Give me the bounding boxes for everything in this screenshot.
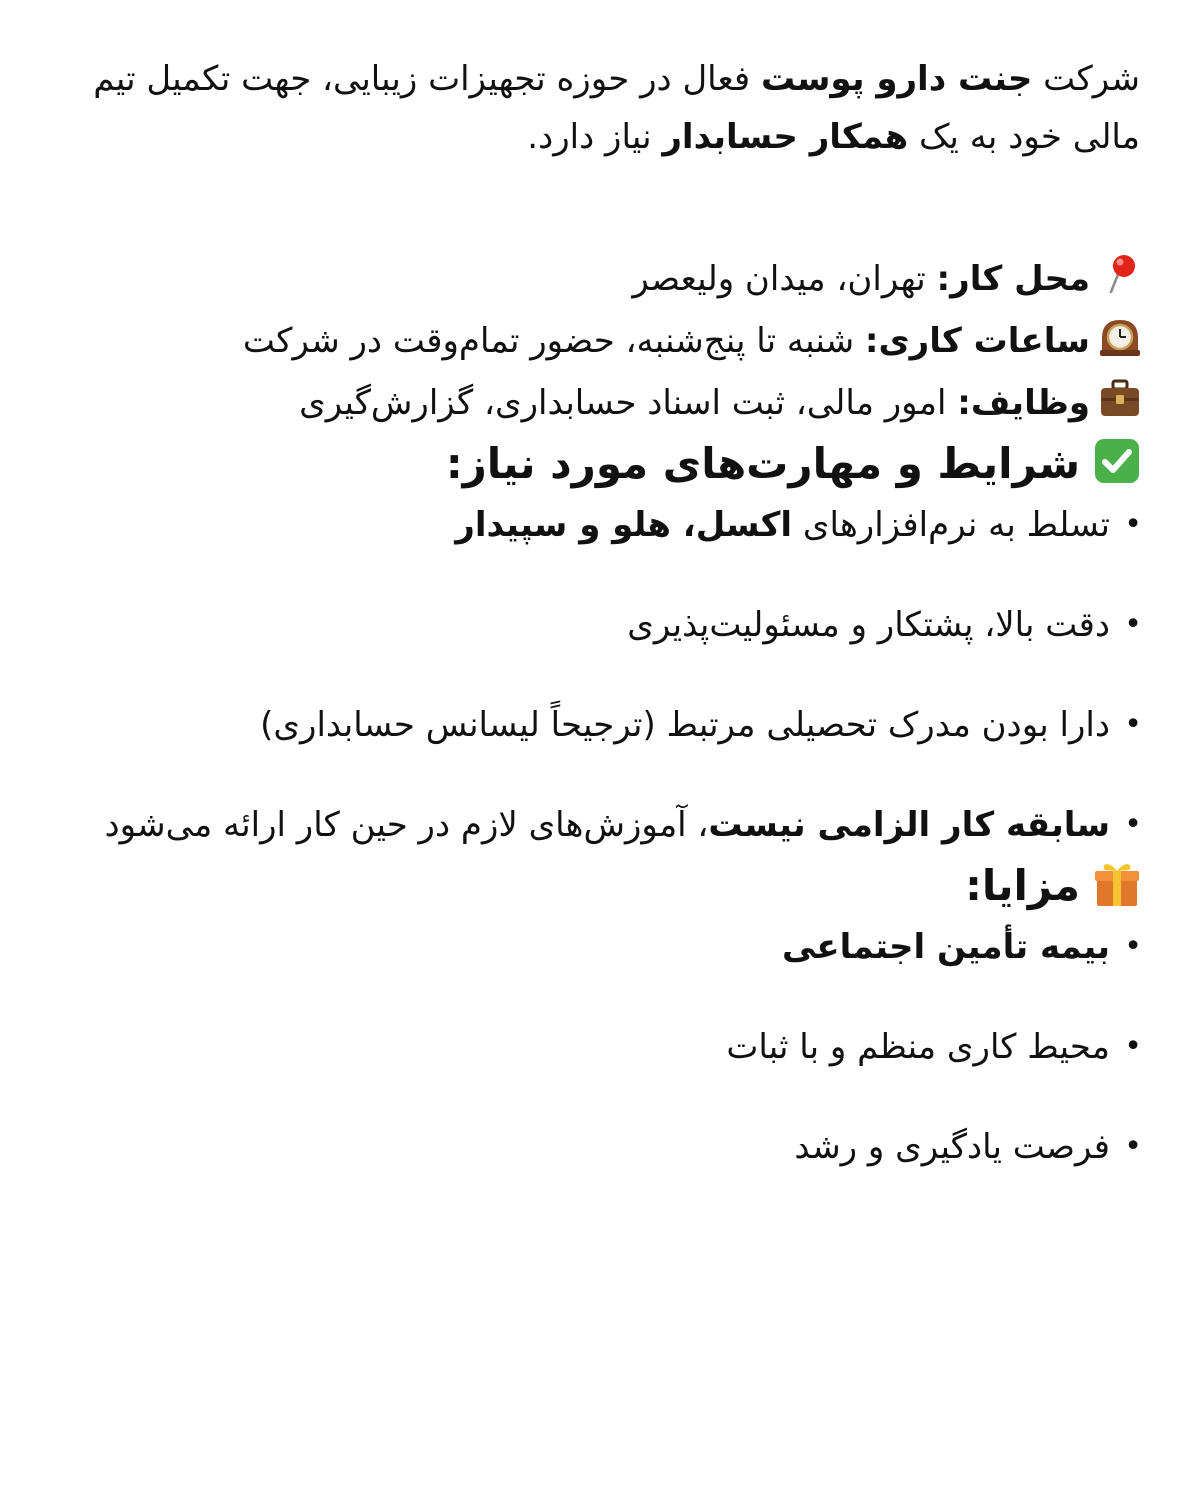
item-bold-text: سابقه کار الزامی نیست <box>708 805 1110 845</box>
bullet-dot: • <box>1124 507 1142 542</box>
intro-text-1: شرکت <box>1032 59 1140 99</box>
fact-location <box>48 248 1142 310</box>
duties-label: وظایف: <box>957 383 1090 423</box>
company-name: جنت دارو پوست <box>760 59 1033 99</box>
bullet-dot: • <box>1124 929 1142 964</box>
item-text: دقت بالا، پشتکار و مسئولیت‌پذیری <box>627 605 1110 645</box>
item-text: دارا بودن مدرک تحصیلی مرتبط (ترجیحاً لیسانس حسابداری) <box>260 705 1110 745</box>
benefits-list <box>48 916 1142 1178</box>
list-item <box>48 916 1142 978</box>
wrapped-gift-icon <box>1092 858 1142 908</box>
requirements-heading <box>48 434 1142 494</box>
bullet-dot: • <box>1124 1029 1142 1064</box>
list-item <box>48 494 1142 556</box>
requirements-title: شرایط و مهارت‌های مورد نیاز: <box>445 439 1080 488</box>
intro-text-3: نیاز دارد. <box>527 117 663 157</box>
bullet-dot: • <box>1124 807 1142 842</box>
list-item <box>48 794 1142 856</box>
briefcase-icon <box>1098 376 1142 420</box>
benefits-title: مزایا: <box>965 861 1080 910</box>
bullet-dot: • <box>1124 707 1142 742</box>
item-text: تسلط به نرم‌افزارهای <box>792 505 1110 545</box>
duties-value: امور مالی، ثبت اسناد حسابداری، گزارش‌گیری <box>299 383 958 423</box>
job-facts <box>48 248 1142 434</box>
list-item <box>48 1116 1142 1178</box>
hours-value: شنبه تا پنج‌شنبه، حضور تمام‌وقت در شرکت <box>242 321 865 361</box>
round-pushpin-icon <box>1098 252 1142 296</box>
benefits-heading <box>48 856 1142 916</box>
requirements-list <box>48 494 1142 856</box>
location-label: محل کار: <box>936 259 1090 299</box>
item-text: فرصت یادگیری و رشد <box>794 1127 1110 1167</box>
list-item <box>48 1016 1142 1078</box>
position-title: همکار حسابدار <box>662 117 909 157</box>
fact-duties <box>48 372 1142 434</box>
check-mark-button-icon <box>1092 436 1142 486</box>
intro-text-2: فعال در حوزه تجهیزات زیبایی، جهت تکمیل تیم مالی خود به یک <box>93 59 1140 157</box>
list-item <box>48 594 1142 656</box>
list-item <box>48 694 1142 756</box>
item-text-tail: ، آموزش‌های لازم در حین کار ارائه می‌شود <box>104 805 709 845</box>
item-text: محیط کاری منظم و با ثبات <box>726 1027 1110 1067</box>
item-bold-text: بیمه تأمین اجتماعی <box>781 927 1110 967</box>
mantelpiece-clock-icon <box>1098 314 1142 358</box>
location-value: تهران، میدان ولیعصر <box>632 259 937 299</box>
item-bold-text: اکسل، هلو و سپیدار <box>455 505 793 545</box>
fact-hours <box>48 310 1142 372</box>
hours-label: ساعات کاری: <box>864 321 1090 361</box>
bullet-dot: • <box>1124 1129 1142 1164</box>
intro-paragraph <box>48 50 1142 166</box>
bullet-dot: • <box>1124 607 1142 642</box>
